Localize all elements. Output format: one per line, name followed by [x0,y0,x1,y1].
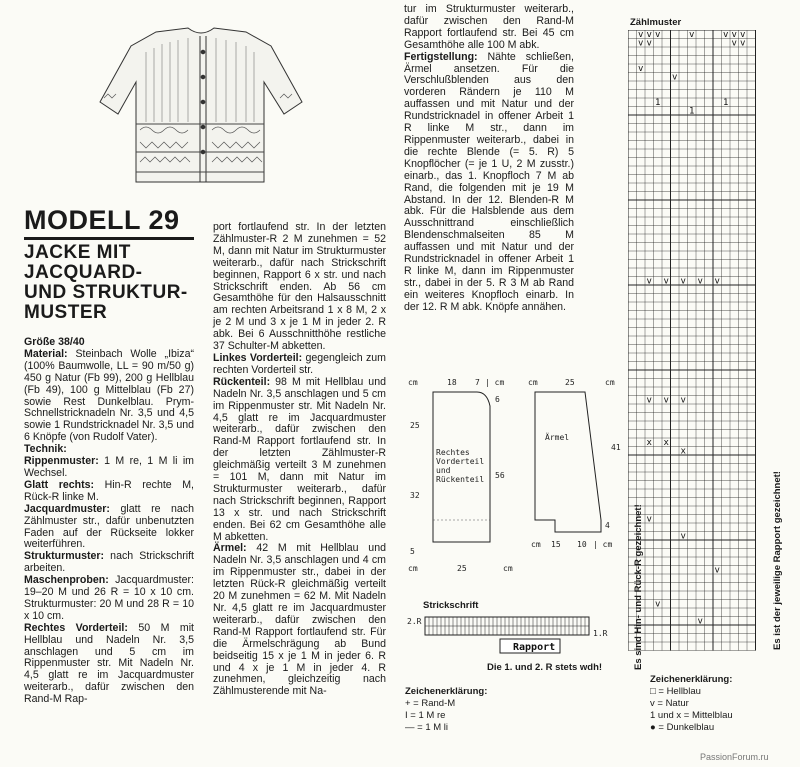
chart-symbol: v [646,514,652,525]
svg-text:| cm: | cm [485,378,505,387]
chart-symbol: 1 [723,98,729,108]
svg-text:cm: cm [408,564,418,573]
sleeve-label: Ärmel [545,433,570,442]
rapport-label: Rapport [513,642,556,653]
chart-symbol: v [646,276,652,287]
strickschrift-chart [405,612,615,662]
paragraph: Technik: [24,443,67,456]
paragraph: Größe 38/40 [24,336,85,348]
paragraph: Linkes Vorderteil: gegengleich zum rechten Vorderteil str. [213,351,386,376]
instructions-column-3 [404,4,574,314]
chart-symbol: x [680,446,686,457]
legend-item: ● = Dunkelblau [650,722,715,733]
svg-text:| cm: | cm [593,540,613,549]
dim-neck: 7 [475,378,480,387]
chart-symbol: 1 [689,106,695,117]
zaehlmuster-side-note-left: Es sind Hin- und Rück-R gezeichnet! [633,504,644,670]
title-line: MUSTER [24,302,108,323]
dim-sleeve-cuff: 15 [551,540,561,549]
chart-symbol: v [723,30,729,40]
instructions-column-1 [24,337,194,706]
chart-symbol: v [689,30,695,40]
chart-symbol: v [638,64,644,74]
chart-symbol: v [740,30,746,40]
paragraph: Rechtes Vorderteil: 50 M mit Hellblau und Nadeln Nr. 3,5 anschlagen und 5 cm im Rippenmuster str. Mit Nadeln Nr. 4,5 glatt re im Jacquardmuster weiterarb., dafür zwischen den Rand-M Rap- [24,621,194,706]
paragraph: Ärmel: 42 M mit Hellblau und Nadeln Nr. 3,5 anschlagen und 4 cm im Rippenmuster str., dabei in der letzten Rück-R gleichmäßig verteilt 20 M zunehmen = 62 M. Mit Nadeln Nr. 4,5 glatt re im Jacquardmuster weiterarb., dafür zwischen den Rand-M Rapport fortlaufend str. Für die Ärmelschrägung ab Bund beidseitig 15 x je 1 M in jeder 6. R und 4 x je 1 M in jeder 4. R zunehmen, gleichzeitig nach Zählmusterende mit Na- [213,542,386,698]
cardigan-illustration [96,22,306,192]
dim-armhole: 25 [410,421,420,430]
legend-zaehlmuster [650,674,733,734]
front-piece-label: Rechtes Vorderteil und Rückenteil [436,448,485,484]
chart-symbol: v [672,72,678,83]
svg-text:cm: cm [528,378,538,387]
title-line: JACQUARD- [24,262,143,283]
legend-item: □ = Hellblau [650,686,701,697]
watermark: PassionForum.ru [700,752,769,762]
paragraph: port fortlaufend str. In der letzten Zählmuster-R 2 M zunehmen = 52 M, dann mit Natur im Strukturmuster weiterarb., dafür nach Strickschrift beginnen, Rapport 6 x str. und nach Strickschrift enden. Ab 56 cm Gesamthöhe für den Halsausschnitt am rechten Arbeitsrand 1 x 8 M, 2 x je 2 M und 3 x je 1 M in jeder 2. R abk. Bei 6 Ausschnitthöhe restliche 37 Schulter-M abketten. [213,221,386,353]
chart-symbol: v [663,276,669,287]
svg-text:cm: cm [503,564,513,573]
paragraph: Fertigstellung: Nähte schließen, Ärmel ansetzen. Für die Verschlußblenden aus den vorderen Rändern je 110 M auffassen und mit Natur und der Rundstricknadel in offener Arbeit 1 R linke M str., dann im Rippenmuster weiterarb., dabei in die rechte Blende (= 5. R) 5 Knopflöcher (= je 1 U, 2 M zusstr.) einarb., das 1. Knopfloch 7 M ab Rand, die folgenden mit je 19 M Abstand. In der 12. Blenden-R M abk. Für die Halsblende aus dem Ausschnittrand einschließlich Blendenschmalseiten 85 M auffassen und mit Natur und der Rundstricknadel in offener Arbeit 1 R linke M, dann im Rippenmuster str., dabei in der 5. R 3 M ab Rand ein weiteres Knopfloch einarb. In der 12. R M abk. Knöpfe annähen. [404,50,574,313]
chart-symbol: v [663,395,669,406]
size-schematic [405,370,630,580]
legend-strickschrift [405,686,487,734]
paragraph: Rückenteil: 98 M mit Hellblau und Nadeln Nr. 3,5 anschlagen und 5 cm im Rippenmuster str. Mit Nadeln Nr. 4,5 glatt re im Jacquardmuster weiterarb., dafür zwischen den Rand-M Rapport fortlaufend str. In der letzten Zählmuster-R gleichmäßig verteilt 3 M zunehmen = 101 M, dann mit Natur im Strukturmuster weiterarb., dafür nach Strickschrift beginnen, Rapport 13 x str. und nach Strickschrift enden. Bei 62 cm Gesamthöhe alle M abketten. [213,375,386,543]
paragraph: Strukturmuster: nach Strickschrift arbeiten. [24,550,194,575]
row1-label: 1.R [593,629,608,638]
chart-symbol: v [697,616,703,627]
dim-sleeve-cuff-b: 10 [577,540,587,549]
chart-symbol: v [655,599,661,610]
chart-symbol: v [638,38,644,49]
chart-symbol: 1 [655,98,661,108]
legend-item: 1 und x = Mittelblau [650,710,733,721]
legend-title: Zeichenerklärung: [405,686,488,697]
dim-bottom: 25 [457,564,467,573]
chart-symbol: v [680,276,686,287]
dim-sleeve-top: 25 [565,378,575,387]
cm-unit: cm [408,378,418,387]
chart-symbol: v [740,38,746,49]
legend-item: + = Rand-M [405,698,456,709]
chart-symbol: v [731,30,737,40]
paragraph: Maschenproben: Jacquardmuster: 19–20 M und 26 R = 10 x 10 cm. Strukturmuster: 20 M und 28 R = 10 x 10 cm. [24,574,194,622]
title-rule [24,237,194,240]
chart-symbol: v [655,30,661,40]
dim-sleeve-length: 41 [611,443,621,452]
chart-symbol: x [663,438,669,448]
paragraph: tur im Strukturmuster weiterarb., dafür zwischen den Rand-M Rapport fortlaufend str. Bei 45 cm Gesamthöhe alle 100 M abk. [404,3,574,51]
chart-symbol: v [731,38,737,49]
chart-symbol: v [646,38,652,49]
chart-symbol: v [646,395,652,406]
title-line: JACKE MIT [24,242,131,263]
paragraph: Rippenmuster: 1 M re, 1 M li im Wechsel. [24,455,194,479]
svg-text:cm: cm [531,540,541,549]
dim-front-width: 18 [447,378,457,387]
article-title [24,243,204,323]
legend-title: Zeichenerklärung: [650,674,733,685]
chart-symbol: v [646,30,652,40]
zaehlmuster-chart [628,30,768,660]
zaehlmuster-title: Zählmuster [630,17,682,28]
dim-total: 56 [495,471,505,480]
chart-symbol: x [646,438,652,448]
dim-neck-depth: 6 [495,395,500,404]
svg-text:cm: cm [605,378,615,387]
dim-sleeve-rib: 4 [605,521,610,530]
paragraph: Glatt rechts: Hin-R rechte M, Rück-R linke M. [24,478,194,503]
chart-symbol: v [697,276,703,287]
model-title: MODELL 29 [24,205,180,235]
dim-rib: 5 [410,547,415,556]
chart-symbol: v [680,395,686,406]
chart-symbol: v [714,565,720,576]
paragraph: Jacquardmuster: glatt re nach Zählmuster str., dafür unbenutzten Faden auf der Rückseite lokker weiterführen. [24,502,194,551]
chart-symbol: v [680,531,686,542]
legend-item: I = 1 M re [405,710,446,721]
title-line: UND STRUKTUR- [24,282,188,303]
instructions-column-2 [213,222,386,698]
paragraph: Material: Steinbach Wolle „Ibiza“ (100% Baumwolle, LL = 90 m/50 g) 450 g Natur (Fb 99), 200 g Hellblau (Fb 49), 100 g Mittelblau (Fb 27) sowie Rest Dunkelblau. Prym-Schnellstricknadeln Nr. 3,5 und 4,5 sowie 1 Rundstricknadel Nr. 3,5 und 6 Knöpfe (von Rudolf Vater). [24,347,194,444]
dim-side: 32 [410,491,420,500]
zaehlmuster-side-note-right: Es ist der jeweilige Rapport gezeichnet! [772,471,783,650]
chart-symbol: v [638,30,644,40]
legend-item: v = Natur [650,698,689,709]
legend-item: — = 1 M li [405,722,449,733]
chart-symbol: v [714,276,720,287]
strickschrift-title: Strickschrift [423,600,479,611]
strickschrift-note: Die 1. und 2. R stets wdh! [487,662,603,673]
row2-label: 2.R [407,617,422,626]
